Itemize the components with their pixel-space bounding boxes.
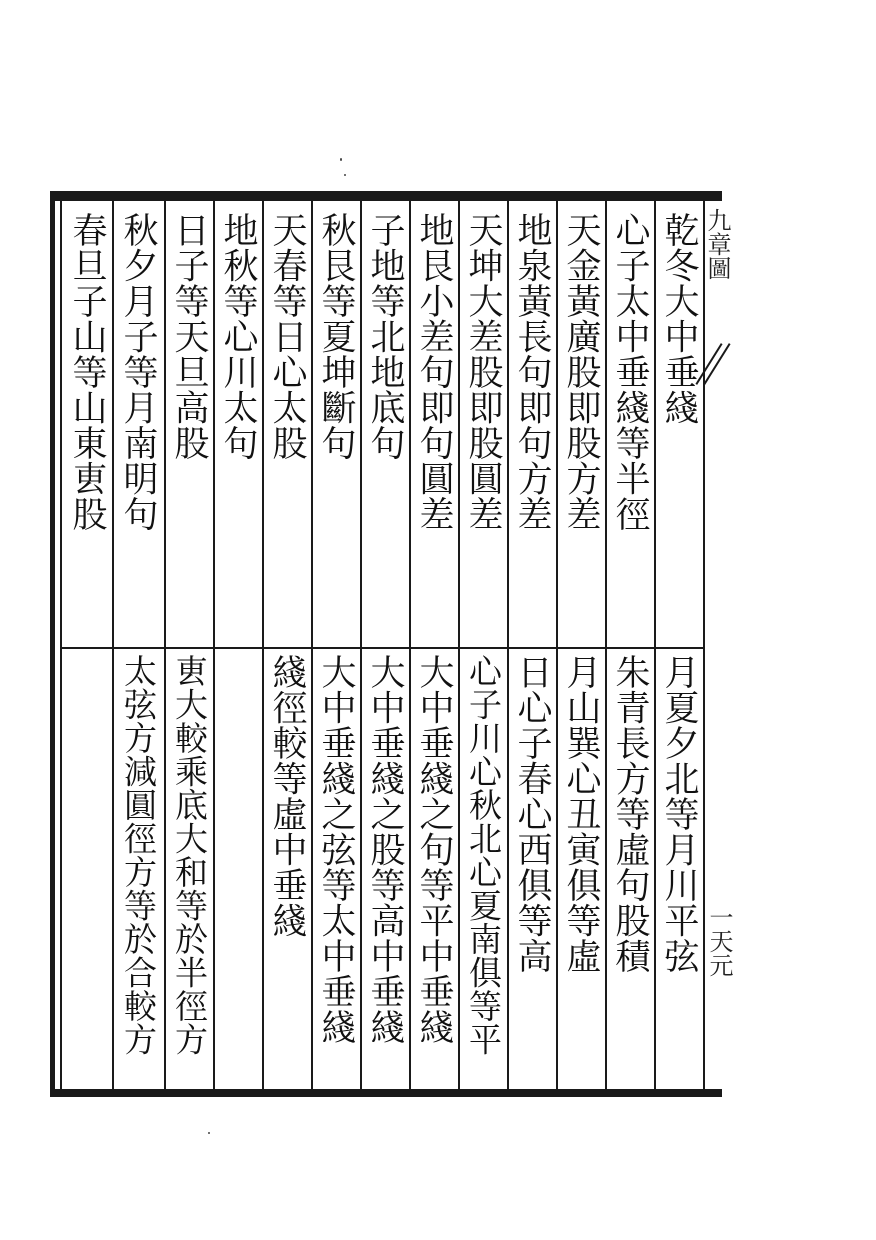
column-12-upper: 秋夕月子等月南明句	[118, 212, 158, 532]
column-5-upper: 天坤大差股即股圓差	[463, 212, 503, 532]
column-3-lower: 月山巽心丑寅俱等虛	[561, 654, 601, 974]
margin-title: 九章圖	[703, 208, 731, 280]
column-divider	[112, 201, 114, 1089]
column-11-upper: 日子等天旦高股	[169, 212, 209, 461]
column-1-upper: 乾冬大中垂綫	[659, 212, 699, 425]
frame-left-border-outer	[50, 191, 55, 1097]
column-2-lower: 朱青長方等虛句股積	[610, 654, 650, 974]
column-6-lower: 大中垂綫之句等平中垂綫	[414, 654, 454, 1045]
column-7-lower: 大中垂綫之股等高中垂綫	[365, 654, 405, 1045]
column-10-lower	[215, 654, 261, 1084]
column-8-upper: 秋艮等夏坤斷句	[316, 212, 356, 461]
column-6-upper: 地艮小差句即句圓差	[414, 212, 454, 532]
scan-speck	[208, 1132, 210, 1134]
column-2-upper: 心子太中垂綫等半徑	[610, 212, 650, 532]
column-9-lower: 綫徑較等虛中垂綫	[267, 654, 307, 938]
frame-left-border-inner	[60, 201, 62, 1091]
frame-top-border	[50, 191, 722, 201]
column-5-lower: 心子川心秋北心夏南俱等平	[464, 654, 503, 1056]
scan-speck	[344, 174, 346, 176]
scan-speck	[340, 158, 342, 161]
column-3-upper: 天金黃廣股即股方差	[561, 212, 601, 532]
margin-page-mark: 一天元	[705, 905, 733, 977]
column-9-upper: 天春等日心太股	[267, 212, 307, 461]
column-13-upper: 春旦子山等山東叀股	[67, 212, 107, 532]
column-10-upper: 地秋等心川太句	[218, 212, 258, 461]
column-4-lower: 日心子春心西俱等高	[512, 654, 552, 974]
frame-bottom-border	[50, 1089, 722, 1097]
column-13-lower	[64, 654, 110, 1084]
column-4-upper: 地泉黃長句即句方差	[512, 212, 552, 532]
column-11-lower: 叀大較乘底大和等於半徑方	[170, 654, 209, 1056]
column-12-lower: 太弦方減圓徑方等於合較方	[119, 654, 158, 1056]
column-7-upper: 子地等北地底句	[365, 212, 405, 461]
column-8-lower: 大中垂綫之弦等太中垂綫	[316, 654, 356, 1045]
column-1-lower: 月夏夕北等月川平弦	[659, 654, 699, 974]
